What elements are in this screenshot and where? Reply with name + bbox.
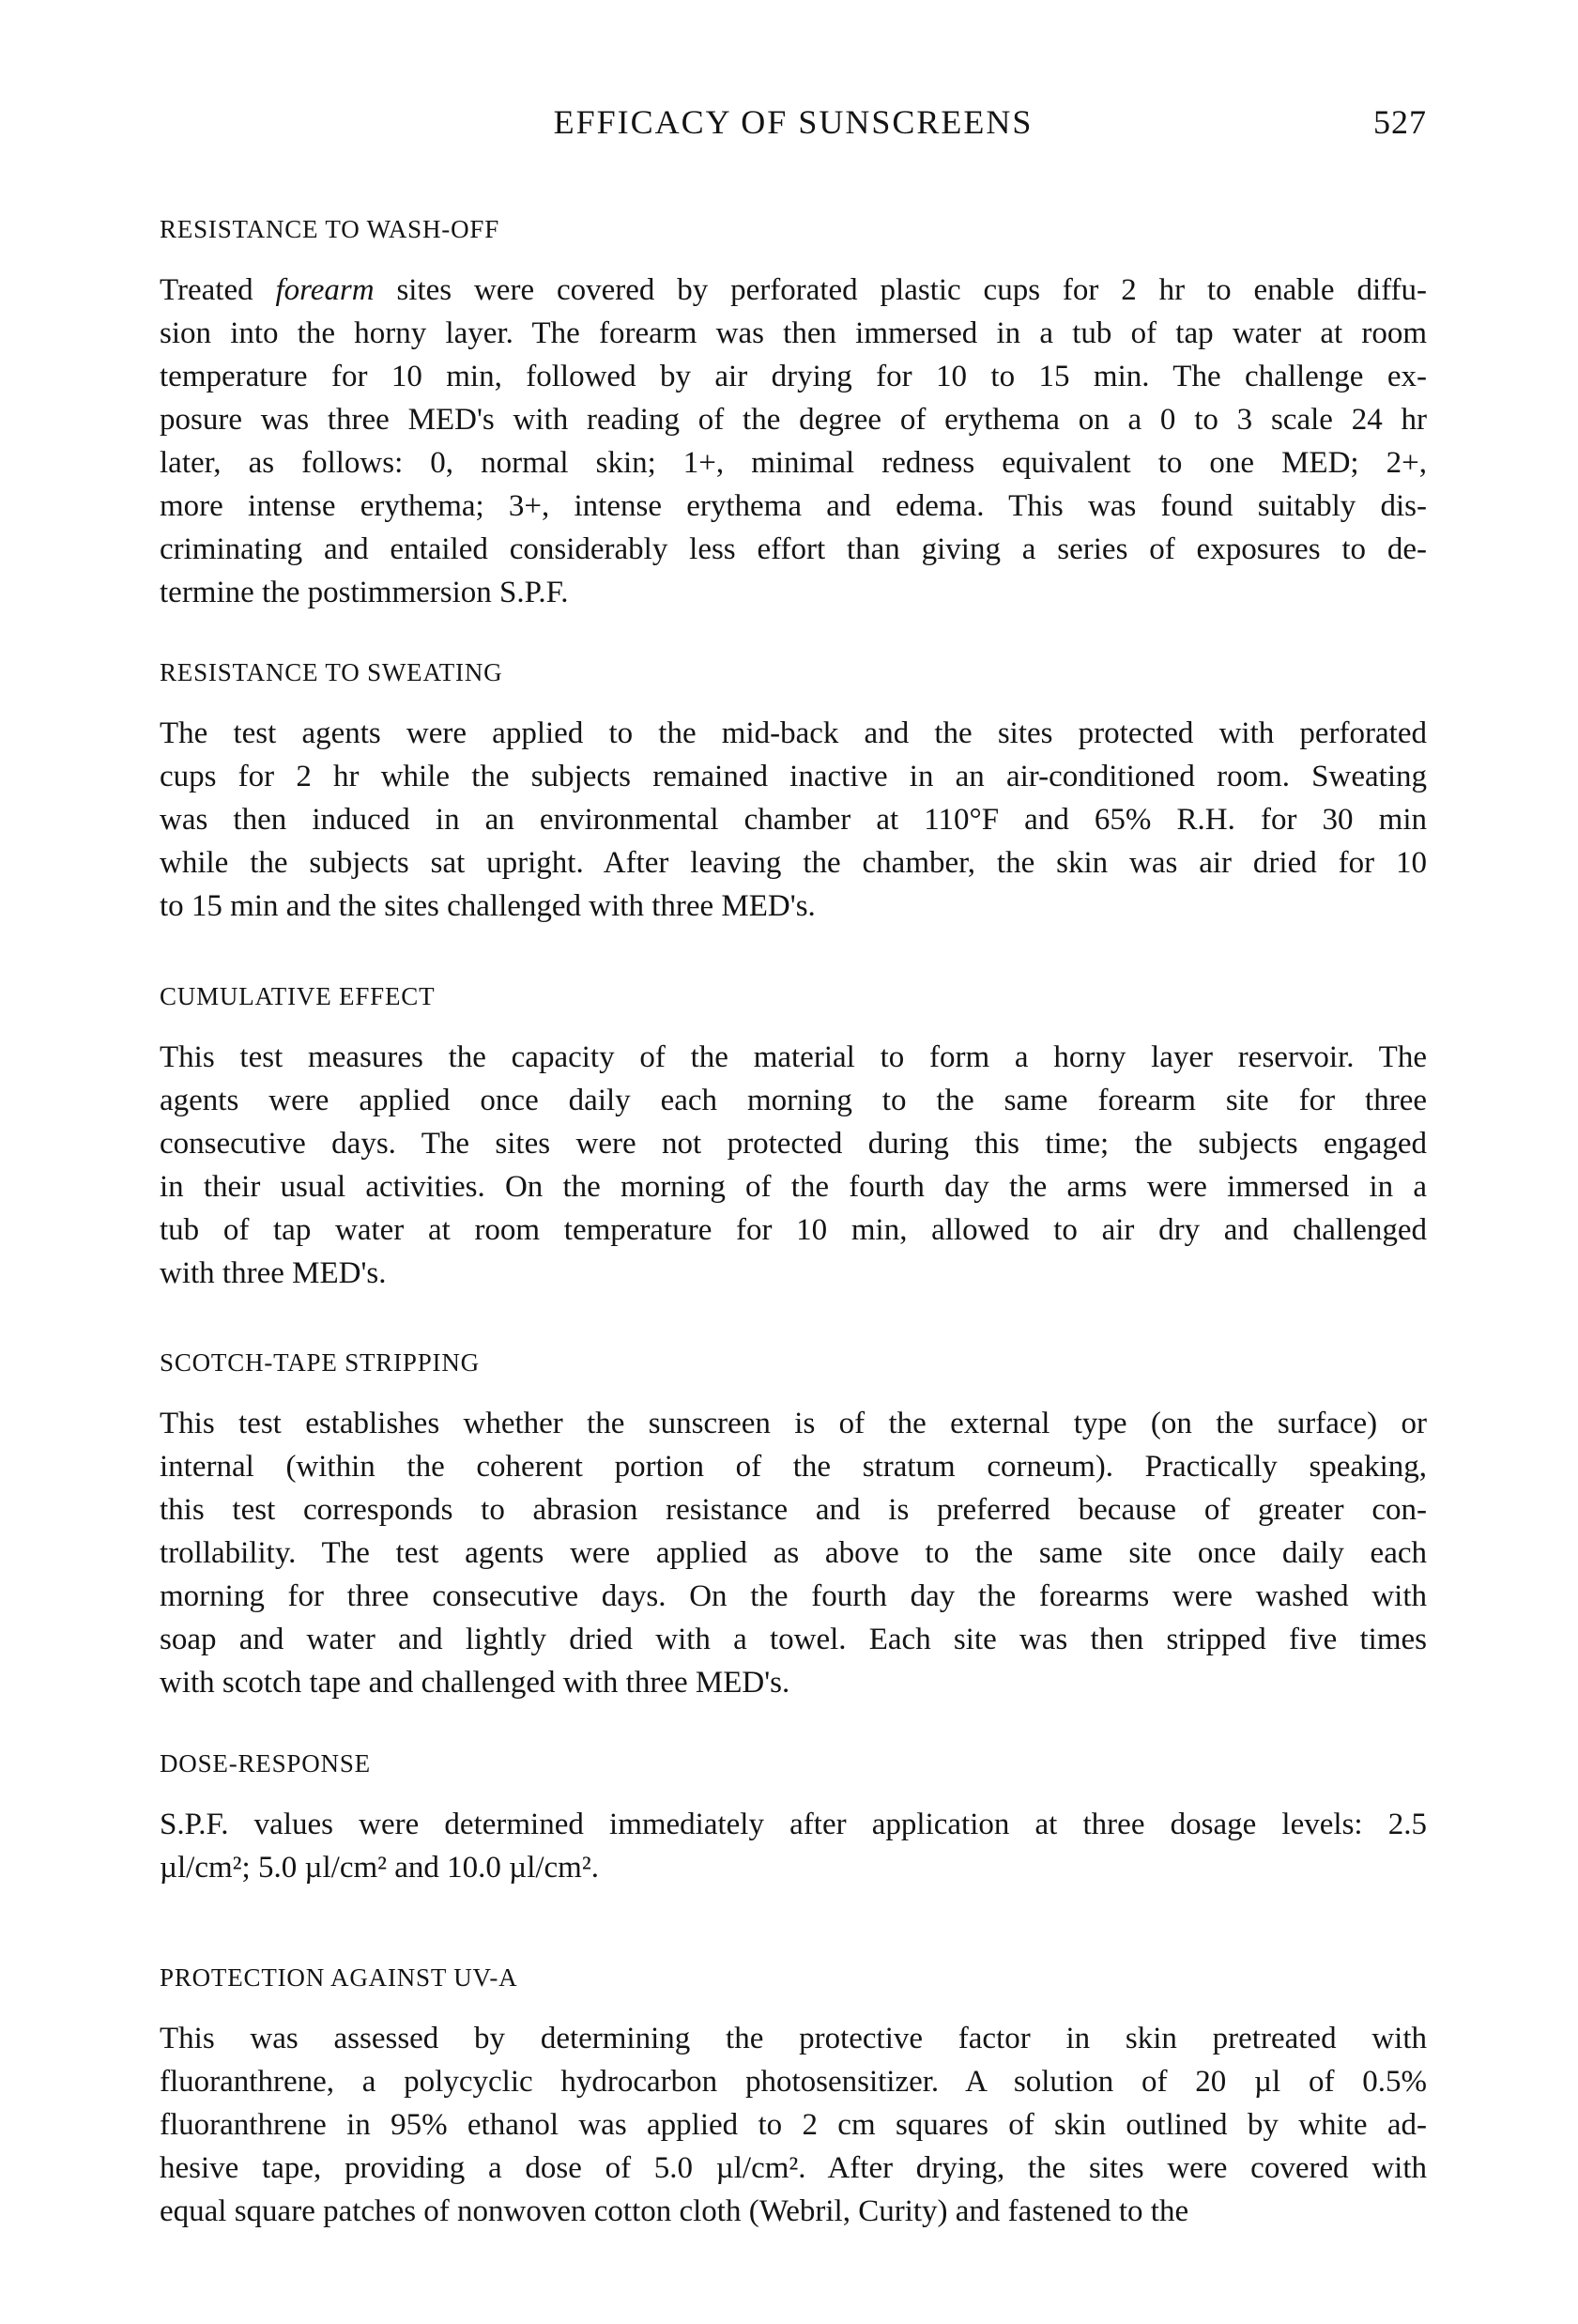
- text-run: Treated: [160, 273, 276, 307]
- text-line: fluoranthrene, a polycyclic hydrocarbon photosensitizer. A solution of 20 µl of 0.5%: [160, 2065, 1427, 2099]
- text-line: was then induced in an environmental chamber at 110°F and 65% R.H. for 30 min: [160, 803, 1427, 837]
- text-line: while the subjects sat upright. After leaving the chamber, the skin was air dried for 10: [160, 846, 1427, 880]
- text-line: criminating and entailed considerably less effort than giving a series of exposures to de-: [160, 532, 1427, 566]
- section-heading: RESISTANCE TO WASH-OFF: [160, 215, 500, 243]
- paragraph: [160, 1803, 1427, 1889]
- section-dose-response: [160, 1748, 1427, 1889]
- section-resistance-to-sweating: [160, 657, 1427, 928]
- text-line: µl/cm²; 5.0 µl/cm² and 10.0 µl/cm².: [160, 1851, 599, 1885]
- text-run: sites were covered by perforated plastic cups for 2 hr to enable diffu-: [374, 273, 1427, 307]
- text-line: fluoranthrene in 95% ethanol was applied to 2 cm squares of skin outlined by white ad-: [160, 2108, 1427, 2142]
- text-line: morning for three consecutive days. On the fourth day the forearms were washed with: [160, 1579, 1427, 1613]
- section-resistance-to-wash-off: [160, 214, 1427, 614]
- paragraph: [160, 1402, 1427, 1704]
- running-title: EFFICACY OF SUNSCREENS: [553, 103, 1034, 141]
- section-heading: CUMULATIVE EFFECT: [160, 982, 436, 1010]
- section-heading: PROTECTION AGAINST UV-A: [160, 1963, 518, 1992]
- running-header: [160, 103, 1427, 141]
- text-line: temperature for 10 min, followed by air drying for 10 to 15 min. The challenge ex-: [160, 360, 1427, 393]
- text-line: [160, 269, 1427, 312]
- paragraph: [160, 269, 1427, 614]
- text-line: to 15 min and the sites challenged with three MED's.: [160, 889, 816, 923]
- text-line: posure was three MED's with reading of the degree of erythema on a 0 to 3 scale 24 hr: [160, 403, 1427, 437]
- text-line: soap and water and lightly dried with a towel. Each site was then stripped five times: [160, 1623, 1427, 1656]
- section-heading: RESISTANCE TO SWEATING: [160, 658, 503, 686]
- text-line: with three MED's.: [160, 1256, 387, 1290]
- paragraph: [160, 2017, 1427, 2233]
- section-scotch-tape-stripping: [160, 1347, 1427, 1704]
- section-heading: DOSE-RESPONSE: [160, 1749, 371, 1778]
- text-line: with scotch tape and challenged with three MED's.: [160, 1666, 790, 1700]
- text-line: trollability. The test agents were applied as above to the same site once daily each: [160, 1536, 1427, 1570]
- italic-text-run: forearm: [275, 273, 375, 307]
- text-line: The test agents were applied to the mid-back and the sites protected with perforated: [160, 716, 1427, 750]
- text-line: in their usual activities. On the morning of the fourth day the arms were immersed in a: [160, 1170, 1427, 1204]
- text-line: consecutive days. The sites were not protected during this time; the subjects engaged: [160, 1127, 1427, 1161]
- section-protection-against-uv-a: [160, 1962, 1427, 2233]
- text-line: hesive tape, providing a dose of 5.0 µl/cm². After drying, the sites were covered with: [160, 2151, 1427, 2185]
- text-line: agents were applied once daily each morning to the same forearm site for three: [160, 1084, 1427, 1117]
- text-line: termine the postimmersion S.P.F.: [160, 576, 569, 609]
- text-line: internal (within the coherent portion of the stratum corneum). Practically speaking,: [160, 1450, 1427, 1484]
- text-line: this test corresponds to abrasion resistance and is preferred because of greater con-: [160, 1493, 1427, 1527]
- text-line: This test measures the capacity of the material to form a horny layer reservoir. The: [160, 1040, 1427, 1074]
- paragraph: [160, 712, 1427, 928]
- text-line: This was assessed by determining the protective factor in skin pretreated with: [160, 2022, 1427, 2055]
- text-line: more intense erythema; 3+, intense erythema and edema. This was found suitably dis-: [160, 489, 1427, 523]
- page-number: 527: [1373, 103, 1427, 141]
- section-heading: SCOTCH-TAPE STRIPPING: [160, 1348, 480, 1377]
- text-line: This test establishes whether the sunscreen is of the external type (on the surface) or: [160, 1407, 1427, 1440]
- paragraph: [160, 1036, 1427, 1295]
- text-line: later, as follows: 0, normal skin; 1+, minimal redness equivalent to one MED; 2+,: [160, 446, 1427, 480]
- text-line: cups for 2 hr while the subjects remained inactive in an air-conditioned room. Sweating: [160, 760, 1427, 793]
- section-cumulative-effect: [160, 981, 1427, 1295]
- text-line: sion into the horny layer. The forearm was then immersed in a tub of tap water at room: [160, 316, 1427, 350]
- text-line: tub of tap water at room temperature for 10 min, allowed to air dry and challenged: [160, 1213, 1427, 1247]
- text-line: equal square patches of nonwoven cotton cloth (Webril, Curity) and fastened to the: [160, 2194, 1189, 2228]
- text-line: S.P.F. values were determined immediately after application at three dosage levels: 2.5: [160, 1808, 1427, 1841]
